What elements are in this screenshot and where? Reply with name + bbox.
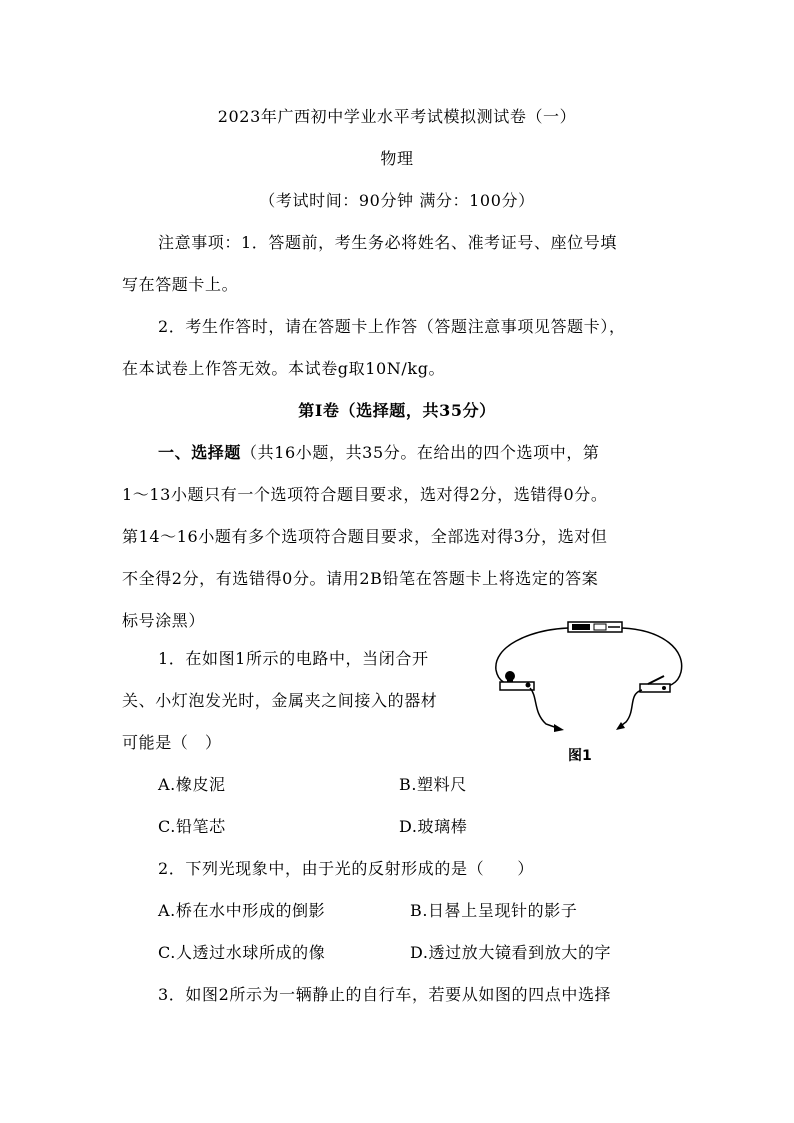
part1-line-3: 第14～16小题有多个选项符合题目要求，全部选对得3分，选对但 (122, 527, 608, 546)
q2-option-c: C.人透过水球所成的像 (158, 943, 326, 962)
q1-line-3: 可能是（ ） (122, 733, 222, 752)
q3-stem: 3．如图2所示为一辆静止的自行车，若要从如图的四点中选择 (158, 985, 612, 1004)
circuit-figure-icon (488, 612, 688, 737)
q1-option-b: B.塑料尺 (399, 775, 467, 794)
section-title: 第Ⅰ卷（选择题，共35分） (298, 401, 496, 420)
q1-line-2: 关、小灯泡发光时，金属夹之间接入的器材 (122, 691, 438, 710)
q2-option-b: B.日晷上呈现针的影子 (410, 901, 578, 920)
exam-info: （考试时间：90分钟 满分：100分） (259, 191, 535, 210)
notice-line-1: 注意事项：1．答题前，考生务必将姓名、准考证号、座位号填 (158, 233, 617, 252)
q2-option-a: A.桥在水中形成的倒影 (158, 901, 326, 920)
part1-line-1-rest: （共16小题，共35分。在给出的四个选项中，第 (241, 443, 600, 462)
exam-title: 2023年广西初中学业水平考试模拟测试卷（一） (217, 107, 577, 126)
q2-option-d: D.透过放大镜看到放大的字 (410, 943, 612, 962)
q1-option-d: D.玻璃棒 (399, 817, 468, 836)
subject-title: 物理 (380, 149, 414, 168)
notice-line-4: 在本试卷上作答无效。本试卷g取10N/kg。 (122, 359, 446, 378)
notice-line-2: 写在答题卡上。 (122, 275, 239, 294)
q1-option-c: C.铅笔芯 (158, 817, 226, 836)
part1-line-5: 标号涂黑） (122, 611, 206, 630)
part1-heading: 一、选择题 (158, 443, 242, 462)
q1-option-a: A.橡皮泥 (158, 775, 226, 794)
part1-line-4: 不全得2分，有选错得0分。请用2B铅笔在答题卡上将选定的答案 (122, 569, 599, 588)
part1-line-1 (158, 443, 600, 463)
q2-stem: 2．下列光现象中，由于光的反射形成的是（ ） (158, 859, 534, 878)
notice-line-3: 2．考生作答时，请在答题卡上作答（答题注意事项见答题卡）， (158, 317, 626, 336)
figure-1-label: 图1 (568, 748, 592, 764)
q1-line-1: 1．在如图1所示的电路中，当闭合开 (158, 649, 429, 668)
part1-line-2: 1～13小题只有一个选项符合题目要求，选对得2分，选错得0分。 (122, 485, 608, 504)
